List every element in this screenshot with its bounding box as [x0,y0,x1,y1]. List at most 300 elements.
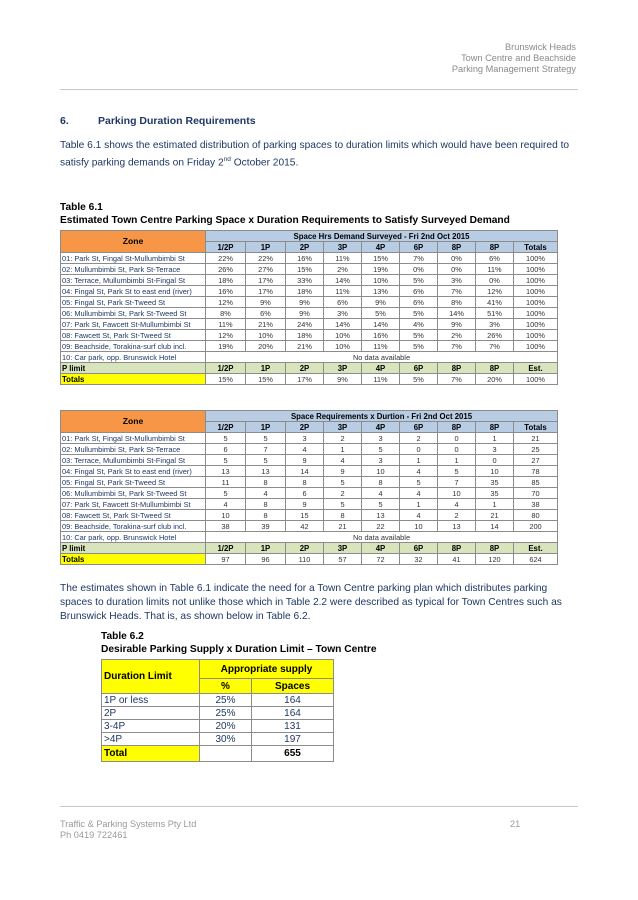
table-cell: 0% [476,275,514,286]
table-cell: 100% [514,275,558,286]
table-cell: 14% [438,308,476,319]
table-cell: 15% [362,253,400,264]
table-cell: 6% [400,286,438,297]
table-cell: 4 [324,455,362,466]
column-header: 1P [246,422,286,433]
table-cell: 13 [362,510,400,521]
table-cell: 6% [400,297,438,308]
spaces-value: 164 [252,707,334,720]
table-6-1-title: Estimated Town Centre Parking Space x Duration Requirements to Satisfy Surveyed Demand [60,215,510,226]
table-cell: 21 [324,521,362,532]
table-cell: 0 [476,455,514,466]
table-cell: 17% [246,275,286,286]
table-cell: 8 [246,510,286,521]
table-cell: 85 [514,477,558,488]
totals-cell: 41 [438,554,476,565]
total-label: Total [102,746,200,762]
percent-value: 25% [200,707,252,720]
table-cell: 0% [438,264,476,275]
table-cell: 3% [476,319,514,330]
zone-name: 03: Terrace, Mullumbimbi St-Fingal St [61,275,206,286]
totals-cell: 9% [324,374,362,385]
column-header: 1/2P [206,422,246,433]
table-cell: 18% [206,275,246,286]
table-cell: 9% [286,297,324,308]
page-number: 21 [510,819,521,829]
table-row [61,275,558,286]
group-header-row [61,411,558,422]
footer-rule [60,806,578,807]
table-cell: 1 [438,455,476,466]
table-cell: 35 [476,477,514,488]
zone-name: 09: Beachside, Torakina-surf club incl. [61,341,206,352]
table-cell: 8% [438,297,476,308]
table-row [61,286,558,297]
table-cell: 39 [246,521,286,532]
section-number: 6. [60,115,69,127]
table-6-1-caption [60,201,510,227]
table-cell: 8 [246,477,286,488]
table-cell: 5 [206,433,246,444]
table-cell: 8 [362,477,400,488]
table-cell: 4 [438,499,476,510]
table-cell: 13 [438,521,476,532]
footer-phone: Ph 0419 722461 [60,830,128,840]
table-cell: 7% [400,253,438,264]
table-cell: 9 [286,455,324,466]
table-cell: 14% [324,319,362,330]
p-limit-cell: 8P [476,363,514,374]
column-header: 4P [362,242,400,253]
table-cell: 7% [476,341,514,352]
table-cell: 12% [476,286,514,297]
p-limit-cell: 8P [438,543,476,554]
p-limit-cell: 6P [400,363,438,374]
table-cell: 5 [246,455,286,466]
p-limit-cell: 2P [286,543,324,554]
table-cell: 15% [286,264,324,275]
spaces-value: 197 [252,733,334,746]
p-limit-cell: 6P [400,543,438,554]
column-header: 8P [438,422,476,433]
column-header: Totals [514,242,558,253]
totals-cell: 97 [206,554,246,565]
p-limit-cell: 2P [286,363,324,374]
table-cell: 15 [286,510,324,521]
table-cell: 100% [514,286,558,297]
p-limit-cell: 4P [362,363,400,374]
table-cell: 10 [400,521,438,532]
table-cell: 27% [246,264,286,275]
table-row [61,466,558,477]
totals-cell: 120 [476,554,514,565]
table-cell: 38 [514,499,558,510]
table-row [61,319,558,330]
table-cell: 11% [362,341,400,352]
column-header: 8P [476,242,514,253]
table-cell: 100% [514,308,558,319]
table-cell: 42 [286,521,324,532]
table-cell: 4 [362,488,400,499]
table-cell: 5% [362,308,400,319]
zone-name: 10: Car park, opp. Brunswick Hotel [61,352,206,363]
analysis-paragraph: The estimates shown in Table 6.1 indicate the need for a Town Centre parking plan which distributes parking spaces to duration limits not unlike those which in Table 2.2 were described as typical for Town Centres such as Brunswick Heads. That is, as shown below in Table 6.2. [60,583,562,622]
table-cell: 2 [324,488,362,499]
table-cell: 6% [476,253,514,264]
table-cell: 10 [438,488,476,499]
total-spaces: 655 [252,746,334,762]
table-cell: 13% [362,286,400,297]
table-cell: 18% [286,330,324,341]
zone-header: Zone [61,231,206,253]
footer-company: Traffic & Parking Systems Pty Ltd [60,819,197,829]
table-row [61,455,558,466]
zone-name: 06: Mullumbimbi St, Park St-Tweed St [61,488,206,499]
table-cell: 2% [438,330,476,341]
totals-cell: 32 [400,554,438,565]
totals-label: Totals [61,374,206,385]
table-cell: 5 [400,477,438,488]
table-cell: 10% [362,275,400,286]
table-cell: 5 [438,466,476,477]
table-cell: 24% [286,319,324,330]
table-cell: 22% [246,253,286,264]
group-header-row [61,231,558,242]
table-cell: 10 [476,466,514,477]
table-cell: 9% [246,297,286,308]
table-cell: 3 [476,444,514,455]
table-cell: 13 [206,466,246,477]
table-6-1-label: Table 6.1 [60,202,103,213]
table-cell: 2 [324,433,362,444]
p-limit-cell: 8P [438,363,476,374]
table-cell: 0 [400,444,438,455]
table-cell: 8% [206,308,246,319]
table-cell: 4 [246,488,286,499]
group-header: Space Hrs Demand Surveyed - Fri 2nd Oct 2015 [206,231,558,242]
table-cell: 35 [476,488,514,499]
totals-row [61,374,558,385]
table-cell: 2 [400,433,438,444]
table-cell: 1 [476,433,514,444]
p-limit-cell: 8P [476,543,514,554]
table-row [61,521,558,532]
table-cell: 4 [286,444,324,455]
table-cell: 27 [514,455,558,466]
table-cell: 5 [246,433,286,444]
percent-value: 30% [200,733,252,746]
table-cell: 5% [400,308,438,319]
totals-cell: 100% [514,374,558,385]
table-cell: 200 [514,521,558,532]
table-cell: 9 [286,499,324,510]
table-cell: 11% [324,286,362,297]
table-cell: 3 [286,433,324,444]
no-data-row [61,532,558,543]
table-cell: 5% [400,341,438,352]
table-cell: 70 [514,488,558,499]
table-cell: 100% [514,330,558,341]
column-header: 6P [400,242,438,253]
p-limit-label: P limit [61,543,206,554]
table-cell: 4 [400,510,438,521]
p-limit-label: P limit [61,363,206,374]
table-cell: 4% [400,319,438,330]
table-cell: 38 [206,521,246,532]
table-cell: 6 [206,444,246,455]
zone-name: 08: Fawcett St, Park St-Tweed St [61,330,206,341]
table-cell: 6 [286,488,324,499]
appropriate-supply-header: Appropriate supply [200,660,334,679]
table-cell: 21 [514,433,558,444]
table-6-2-caption [101,630,377,656]
table-cell: 25 [514,444,558,455]
footer [60,819,196,841]
table-6-1-space-requirements [60,410,558,565]
intro-superscript: nd [223,156,231,163]
table-cell: 5 [206,488,246,499]
zone-name: 10: Car park, opp. Brunswick Hotel [61,532,206,543]
table-cell: 11% [324,253,362,264]
zone-name: 03: Terrace, Mullumbimbi St-Fingal St [61,455,206,466]
table-cell: 9% [362,297,400,308]
table-cell: 41% [476,297,514,308]
totals-row [61,554,558,565]
no-data-note: No data available [206,352,558,363]
duration-limit: 2P [102,707,200,720]
table-row [61,499,558,510]
table-row [61,330,558,341]
column-header: 3P [324,242,362,253]
table-cell: 4 [400,466,438,477]
total-percent-empty [200,746,252,762]
table-cell: 13 [246,466,286,477]
running-header [452,42,576,75]
table-cell: 0% [438,253,476,264]
zone-name: 01: Park St, Fingal St-Mullumbimbi St [61,433,206,444]
p-limit-cell: 3P [324,363,362,374]
table-cell: 1 [400,499,438,510]
totals-cell: 15% [206,374,246,385]
zone-name: 05: Fingal St, Park St-Tweed St [61,297,206,308]
zone-name: 07: Park St, Fawcett St-Mullumbimbi St [61,319,206,330]
table-cell: 5 [206,455,246,466]
column-header: 8P [476,422,514,433]
table-cell: 16% [206,286,246,297]
duration-limit-header: Duration Limit [102,660,200,694]
table-cell: 1 [400,455,438,466]
zone-header: Zone [61,411,206,433]
table-cell: 8 [324,510,362,521]
table-cell: 14% [362,319,400,330]
zone-name: 06: Mullumbimbi St, Park St-Tweed St [61,308,206,319]
percent-value: 20% [200,720,252,733]
p-limit-row [61,363,558,374]
p-limit-cell: Est. [514,363,558,374]
table-row [61,308,558,319]
totals-cell: 624 [514,554,558,565]
table-cell: 21 [476,510,514,521]
table-row [61,341,558,352]
table-cell: 100% [514,264,558,275]
p-limit-row [61,543,558,554]
table-cell: 6% [246,308,286,319]
table-cell: 7% [438,286,476,297]
table-cell: 22% [206,253,246,264]
table-cell: 0 [438,433,476,444]
table-cell: 0% [400,264,438,275]
column-header: 8P [438,242,476,253]
table-row [102,694,334,707]
no-data-row [61,352,558,363]
column-header: 4P [362,422,400,433]
section-heading [60,115,256,127]
table-cell: 5% [400,330,438,341]
header-line-1: Brunswick Heads [505,42,576,52]
zone-name: 04: Fingal St, Park St to east end (river) [61,286,206,297]
spaces-header: Spaces [252,679,334,694]
zone-name: 04: Fingal St, Park St to east end (river) [61,466,206,477]
percent-value: 25% [200,694,252,707]
table-cell: 51% [476,308,514,319]
group-header: Space Requirements x Durtion - Fri 2nd Oct 2015 [206,411,558,422]
totals-cell: 57 [324,554,362,565]
totals-cell: 5% [400,374,438,385]
table-cell: 7 [438,477,476,488]
total-row [102,746,334,762]
totals-cell: 15% [246,374,286,385]
p-limit-cell: 1P [246,543,286,554]
table-cell: 3% [324,308,362,319]
intro-text: Table 6.1 shows the estimated distribution of parking spaces to duration limits which would have been required to satisfy parking demands on Friday 2 [60,140,570,169]
table-cell: 12% [206,297,246,308]
table-cell: 11 [206,477,246,488]
table-cell: 12% [206,330,246,341]
table-6-2-label: Table 6.2 [101,631,144,642]
p-limit-cell: 1/2P [206,543,246,554]
table-cell: 5 [362,499,400,510]
table-cell: 19% [362,264,400,275]
table-cell: 21% [286,341,324,352]
column-header: 6P [400,422,438,433]
no-data-note: No data available [206,532,558,543]
table-cell: 5 [324,499,362,510]
table-row [102,733,334,746]
duration-limit: >4P [102,733,200,746]
table-cell: 6% [324,297,362,308]
table-cell: 19% [206,341,246,352]
header-line-2: Town Centre and Beachside [461,53,576,63]
table-cell: 11% [476,264,514,275]
zone-name: 01: Park St, Fingal St-Mullumbimbi St [61,253,206,264]
table-cell: 16% [286,253,324,264]
table-cell: 16% [362,330,400,341]
zone-name: 05: Fingal St, Park St-Tweed St [61,477,206,488]
totals-cell: 110 [286,554,324,565]
p-limit-cell: Est. [514,543,558,554]
header-rule [60,89,578,90]
table-cell: 5% [400,275,438,286]
table-cell: 14 [286,466,324,477]
table-cell: 1 [476,499,514,510]
table-cell: 8 [246,499,286,510]
table-cell: 18% [286,286,324,297]
table-cell: 5 [324,477,362,488]
intro-text-end: October 2015. [230,157,299,169]
table-row [61,477,558,488]
table-cell: 22 [362,521,400,532]
table-cell: 100% [514,297,558,308]
table-cell: 4 [206,499,246,510]
table-cell: 100% [514,253,558,264]
table-cell: 9 [324,466,362,477]
table-cell: 2% [324,264,362,275]
totals-cell: 11% [362,374,400,385]
column-header: 1P [246,242,286,253]
zone-name: 02: Mullumbimbi St, Park St-Terrace [61,264,206,275]
table-cell: 10% [324,330,362,341]
intro-paragraph [60,139,580,170]
totals-cell: 7% [438,374,476,385]
table-row [102,720,334,733]
table-cell: 100% [514,319,558,330]
table-cell: 10% [324,341,362,352]
p-limit-cell: 4P [362,543,400,554]
table-cell: 0 [438,444,476,455]
table-cell: 17% [246,286,286,297]
p-limit-cell: 3P [324,543,362,554]
table-cell: 9% [286,308,324,319]
table-cell: 78 [514,466,558,477]
table-cell: 3 [362,433,400,444]
table-cell: 3% [438,275,476,286]
p-limit-cell: 1P [246,363,286,374]
table-cell: 21% [246,319,286,330]
table-cell: 8 [286,477,324,488]
spaces-value: 131 [252,720,334,733]
table-6-1-percentages [60,230,558,385]
totals-cell: 17% [286,374,324,385]
table-cell: 80 [514,510,558,521]
table-row [61,433,558,444]
table-cell: 3 [362,455,400,466]
table-cell: 5 [362,444,400,455]
table-cell: 33% [286,275,324,286]
table-cell: 11% [206,319,246,330]
totals-cell: 72 [362,554,400,565]
p-limit-cell: 1/2P [206,363,246,374]
spaces-value: 164 [252,694,334,707]
table-row [61,510,558,521]
table-cell: 10 [206,510,246,521]
zone-name: 02: Mullumbimbi St, Park St-Terrace [61,444,206,455]
column-header: 2P [286,422,324,433]
column-header: Totals [514,422,558,433]
table-cell: 26% [206,264,246,275]
table-cell: 9% [438,319,476,330]
percent-header: % [200,679,252,694]
table-row [61,488,558,499]
table-cell: 2 [438,510,476,521]
table-cell: 10 [362,466,400,477]
table-row [61,264,558,275]
header-line-3: Parking Management Strategy [451,64,576,74]
table-cell: 14% [324,275,362,286]
table-cell: 1 [324,444,362,455]
table-cell: 26% [476,330,514,341]
table-cell: 7% [438,341,476,352]
totals-cell: 20% [476,374,514,385]
